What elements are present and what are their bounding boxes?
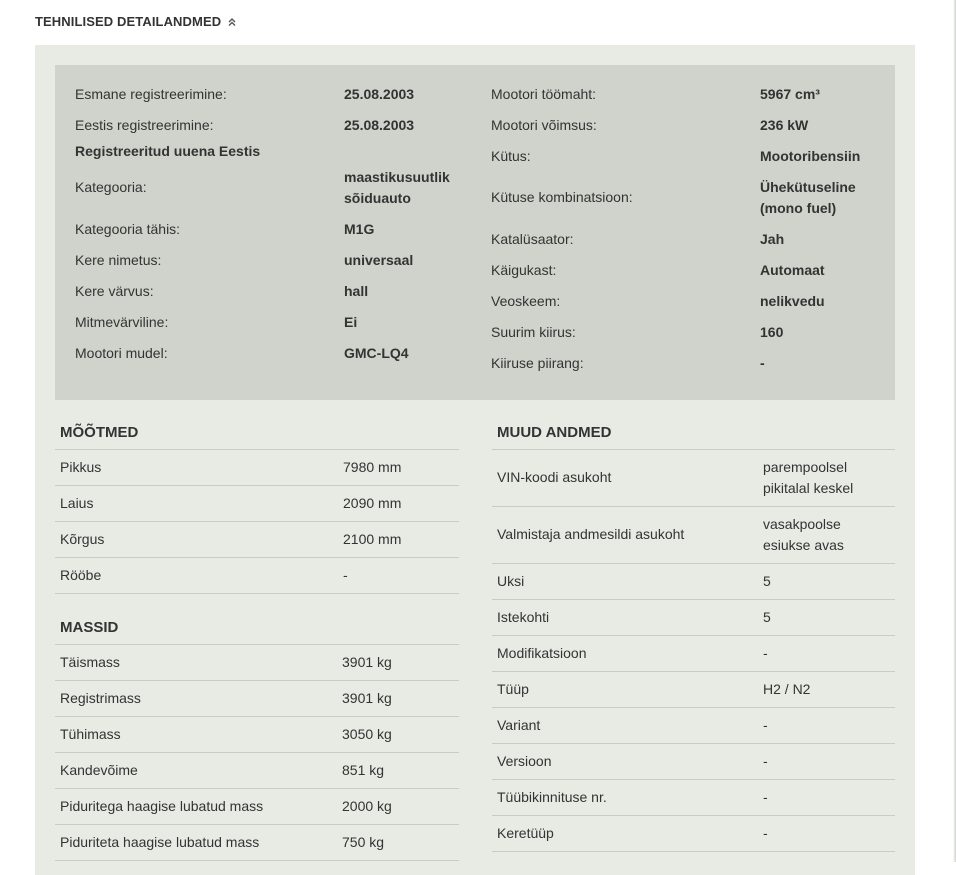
summary-label: Suurim kiirus: [491, 324, 576, 340]
summary-value: M1G [344, 221, 375, 237]
table-row [55, 789, 459, 825]
summary-label: Eestis registreerimine: [75, 117, 214, 133]
table-row [492, 744, 895, 780]
table-row [492, 780, 895, 816]
row-value: 5 [763, 573, 771, 589]
row-value: - [343, 567, 348, 583]
table-row [55, 450, 459, 486]
table-row [55, 681, 459, 717]
row-value: 2100 mm [343, 531, 402, 547]
table-row [55, 522, 459, 558]
summary-value: Automaat [760, 262, 825, 278]
row-label: Piduritega haagise lubatud mass [60, 798, 264, 814]
row-value: 851 kg [342, 762, 385, 778]
row-label: Uksi [497, 573, 525, 589]
row-value: - [763, 753, 768, 769]
row-label: Modifikatsioon [497, 645, 587, 661]
table-row [55, 486, 459, 522]
table-row [492, 600, 895, 636]
summary-label: Kategooria tähis: [75, 221, 181, 237]
row-label: Keretüüp [497, 825, 554, 841]
row-label: Tüübikinnituse nr. [497, 789, 607, 805]
summary-value: 160 [760, 324, 784, 340]
row-value: H2 / N2 [763, 681, 811, 697]
table-row [492, 450, 895, 507]
dimensions-title: MÕÕTMED [60, 424, 139, 441]
summary-value: Jah [760, 231, 785, 247]
table-row [55, 558, 459, 594]
row-label: Laius [60, 495, 94, 511]
summary-box [55, 65, 895, 400]
row-value: vasakpoolse esiukse avas [763, 516, 844, 553]
row-value: 750 kg [342, 834, 385, 850]
row-value: - [763, 717, 768, 733]
row-value: - [763, 789, 768, 805]
summary-label: Kütuse kombinatsioon: [491, 189, 633, 205]
row-label: Tühimass [60, 726, 121, 742]
summary-label: Esmane registreerimine: [75, 86, 227, 102]
row-label: Pikkus [60, 459, 102, 475]
summary-value: - [760, 355, 765, 371]
summary-value: 25.08.2003 [344, 86, 415, 102]
summary-label: Kere nimetus: [75, 252, 162, 268]
row-label: Kandevõime [60, 762, 138, 778]
summary-value: Ühekütuseline (mono fuel) [760, 179, 856, 216]
table-row [55, 825, 459, 861]
summary-value: Ei [344, 314, 358, 330]
table-row [492, 672, 895, 708]
row-value: - [763, 825, 768, 841]
row-value: 5 [763, 609, 771, 625]
row-label: Täismass [60, 654, 120, 670]
section-title: TEHNILISED DETAILANDMED [35, 14, 222, 29]
row-value: 3901 kg [342, 654, 392, 670]
summary-label: Mootori töömaht: [491, 86, 597, 102]
summary-value: GMC-LQ4 [344, 345, 409, 361]
table-row [55, 645, 459, 681]
row-value: 7980 mm [343, 459, 402, 475]
row-label: VIN-koodi asukoht [497, 469, 612, 485]
summary-value: 236 kW [760, 117, 809, 133]
row-label: Versioon [497, 753, 552, 769]
row-label: Tüüp [497, 681, 529, 697]
summary-value: nelikvedu [760, 293, 825, 309]
table-row [492, 816, 895, 852]
table-row [492, 708, 895, 744]
summary-label: Veoskeem: [491, 293, 561, 309]
row-label: Istekohti [497, 609, 550, 625]
row-label: Kõrgus [60, 531, 105, 547]
summary-value: Mootoribensiin [760, 148, 861, 164]
other-data-title: MUUD ANDMED [497, 424, 612, 441]
table-row [492, 507, 895, 564]
summary-label: Kere värvus: [75, 283, 154, 299]
summary-label: Mootori võimsus: [491, 117, 597, 133]
row-label: Rööbe [60, 567, 102, 583]
summary-label: Mitmevärviline: [75, 314, 169, 330]
table-row [55, 717, 459, 753]
summary-value: 5967 cm³ [760, 86, 820, 102]
chevron-up-double-icon [227, 17, 237, 27]
table-row [492, 564, 895, 600]
summary-value: 25.08.2003 [344, 117, 415, 133]
row-value: parempoolsel pikitalal keskel [763, 459, 854, 496]
table-row [492, 636, 895, 672]
row-label: Variant [497, 717, 541, 733]
row-value: 2090 mm [343, 495, 402, 511]
table-row [55, 753, 459, 789]
summary-value: maastikusuutlik sõiduauto [344, 169, 450, 206]
row-label: Registrimass [60, 690, 141, 706]
summary-value: hall [344, 283, 369, 299]
summary-flag: Registreeritud uuena Eestis [75, 143, 261, 159]
summary-label: Kiiruse piirang: [491, 355, 584, 371]
masses-title: MASSID [60, 619, 119, 636]
summary-label: Käigukast: [491, 262, 557, 278]
row-value: - [763, 645, 768, 661]
summary-value: universaal [344, 252, 414, 268]
row-value: 3901 kg [342, 690, 392, 706]
summary-label: Katalüsaator: [491, 231, 574, 247]
row-value: 2000 kg [342, 798, 392, 814]
row-value: 3050 kg [342, 726, 392, 742]
section-toggle-technical-details[interactable] [35, 14, 237, 29]
summary-label: Kategooria: [75, 179, 147, 195]
details-panel [35, 45, 915, 875]
summary-label: Kütus: [491, 148, 531, 164]
summary-label: Mootori mudel: [75, 345, 168, 361]
row-label: Piduriteta haagise lubatud mass [60, 834, 260, 850]
row-label: Valmistaja andmesildi asukoht [497, 526, 685, 542]
